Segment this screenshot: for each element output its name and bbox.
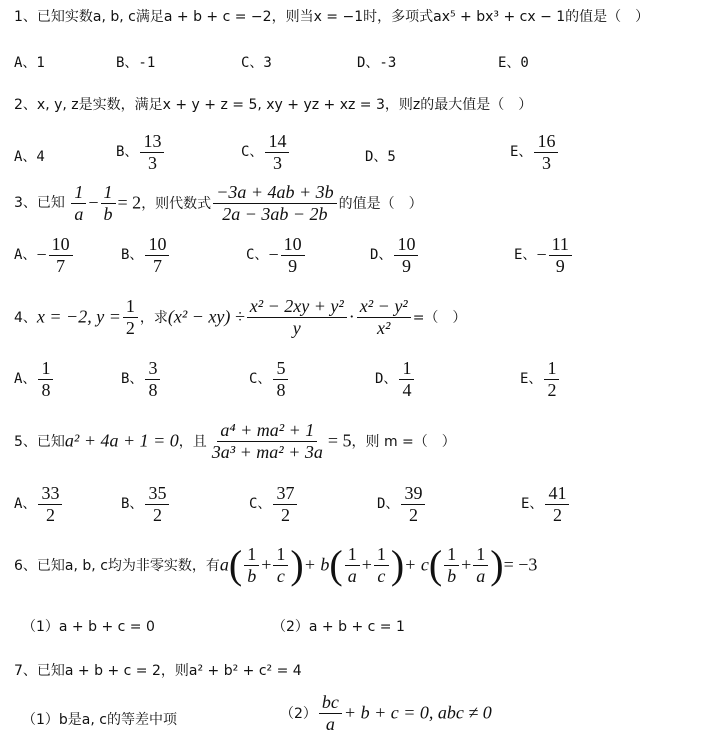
q5-option-e-label: E、 (521, 496, 544, 513)
q7-condition-2-den: a (325, 713, 335, 734)
q3-minus: − (88, 192, 99, 213)
q4-frac2-den: x² (377, 317, 391, 338)
q6-g2-one-b: 1 (374, 544, 389, 566)
q5-option-a-den: 2 (45, 504, 55, 525)
q5-option-b-num: 35 (145, 483, 169, 505)
q3-option-d-label: D、 (370, 247, 393, 264)
q3-option-b-den: 7 (152, 255, 162, 276)
q3-option-c-num: 10 (281, 234, 305, 256)
q6-condition-1-text: （1）a + b + c = 0 (22, 619, 155, 635)
q4-option-d-num: 1 (399, 358, 414, 380)
q3-intro: 已知 (36, 195, 65, 212)
q7-condition-2-num: bc (319, 692, 342, 714)
q6-equals: = −3 (503, 554, 538, 575)
q3-option-b-num: 10 (145, 234, 169, 256)
q3-frac1-den: a (74, 203, 84, 224)
q7-stem-text: 7、已知a + b + c = 2，则a² + b² + c² = 4 (14, 663, 302, 679)
q4-frac2-num: x² − y² (357, 296, 411, 318)
q1-stem-text: 1、已知实数a, b, c满足a + b + c = −2，则当x = −1时，多项式ax⁵ + bx³ + cx − 1的值是（ ） (14, 9, 650, 25)
q2-option-e-den: 3 (541, 152, 551, 173)
q5-option-e-den: 2 (552, 504, 562, 525)
q4-factor: (x² − xy) ÷ (167, 306, 245, 327)
q4-option-d-den: 4 (402, 379, 412, 400)
q4-option-e[interactable] (520, 358, 561, 400)
q2-option-a-label: A、4 (14, 149, 45, 165)
q6-coef-a: a (219, 554, 229, 575)
q1-option-e[interactable]: E、0 (498, 55, 529, 71)
q4-option-a-num: 1 (38, 358, 53, 380)
q4-option-a-den: 8 (41, 379, 51, 400)
q2-option-b-label: B、 (116, 144, 139, 161)
q6-g3-den-a: a (476, 565, 486, 586)
q4-option-c-num: 5 (273, 358, 288, 380)
q2-option-a[interactable] (14, 146, 45, 166)
q3-option-d-den: 9 (401, 255, 411, 276)
q5-option-b[interactable] (121, 483, 171, 525)
q4-option-b[interactable] (121, 358, 162, 400)
q6-condition-2[interactable] (272, 616, 714, 636)
q7-condition-2[interactable] (280, 692, 714, 734)
q1-option-c[interactable]: C、3 (241, 55, 272, 71)
q3-option-e[interactable] (514, 234, 574, 276)
q2-stem-text: 2、x, y, z是实数，满足x + y + z = 5, xy + yz + xz = 3，则z的最大值是（ ） (14, 97, 533, 113)
q1-stem (14, 6, 714, 26)
q6-g3-plus: + (461, 554, 472, 575)
q3-option-b-label: B、 (121, 247, 144, 264)
q6-g2-plus: + (361, 554, 372, 575)
q3-option-a-den: 7 (56, 255, 66, 276)
q5-condition: a² + 4a + 1 = 0 (64, 430, 179, 451)
q3-expr-den: 2a − 3ab − 2b (222, 203, 328, 224)
q4-stem (14, 296, 714, 338)
q4-number: 4、 (14, 310, 37, 327)
q4-option-c[interactable] (249, 358, 290, 400)
q2-option-c-label: C、 (241, 144, 264, 161)
q6-g1-den-b: b (247, 565, 257, 586)
q5-option-c[interactable] (249, 483, 299, 525)
q6-condition-2-text: （2）a + b + c = 1 (272, 619, 405, 635)
q3-stem (14, 182, 714, 224)
q5-tail: ，则 m =（ ） (351, 434, 456, 451)
q3-option-d[interactable] (370, 234, 420, 276)
q3-option-b[interactable] (121, 234, 171, 276)
q3-option-a-num: 10 (49, 234, 73, 256)
q5-equals: = 5 (327, 430, 352, 451)
q4-frac1-den: y (292, 317, 301, 338)
q6-g1-one-a: 1 (244, 544, 259, 566)
q6-g3-den-b: b (447, 565, 457, 586)
q6-stem: 6、已知a, b, c均为非零实数，有a( $\frac{1}{b}$ + $\frac{1}{c}$ )+ b( $\frac{1}{a}$ + $\frac{1}{c}$ )+ c( $\frac{1}{b}$ + $\frac{1}{a}$ )= −3 (14, 542, 538, 588)
q5-number: 5、 (14, 434, 37, 451)
q4-option-c-label: C、 (249, 371, 272, 388)
q1-option-d[interactable]: D、-3 (357, 55, 397, 71)
q3-option-e-sign: − (536, 244, 547, 265)
q6-intro: 已知a, b, c均为非零实数，有 (36, 558, 220, 575)
q2-option-e-label: E、 (510, 144, 533, 161)
q6-g2-den-c: c (377, 565, 386, 586)
q4-option-a[interactable] (14, 358, 55, 400)
q1-option-b[interactable]: B、-1 (116, 55, 156, 71)
q2-option-c-num: 14 (265, 131, 289, 153)
q6-g1-one-b: 1 (273, 544, 288, 566)
q2-option-e-num: 16 (534, 131, 558, 153)
q4-half-den: 2 (125, 317, 135, 338)
q3-option-e-label: E、 (514, 247, 537, 264)
q2-option-b-den: 3 (147, 152, 157, 173)
q2-option-b[interactable] (116, 131, 166, 173)
q5-and: ，且 (178, 434, 207, 451)
q3-option-c[interactable] (246, 234, 307, 276)
q4-option-b-num: 3 (145, 358, 160, 380)
q7-condition-1-text: （1）b是a, c的等差中项 (22, 712, 177, 728)
q3-option-a-label: A、 (14, 247, 37, 264)
q5-option-e[interactable] (521, 483, 571, 525)
q3-option-d-num: 10 (394, 234, 418, 256)
q3-option-a[interactable] (14, 234, 75, 276)
q3-frac1-num: 1 (71, 182, 86, 204)
q4-lead: x = −2, y = (36, 306, 121, 327)
q6-g2-one-a: 1 (345, 544, 360, 566)
q3-frac2-num: 1 (101, 182, 116, 204)
q2-stem (14, 94, 714, 114)
q2-option-b-num: 13 (140, 131, 164, 153)
q4-option-e-label: E、 (520, 371, 543, 388)
q6-g1-plus: + (261, 554, 272, 575)
q5-option-c-den: 2 (280, 504, 290, 525)
q5-option-c-num: 37 (273, 483, 297, 505)
q2-option-c-den: 3 (272, 152, 282, 173)
q6-coef-b: + b (303, 554, 330, 575)
q3-frac2-den: b (103, 203, 113, 224)
q5-option-a-num: 33 (38, 483, 62, 505)
q4-option-b-label: B、 (121, 371, 144, 388)
q4-tail: =（ ） (412, 310, 467, 327)
q3-option-c-sign: − (268, 244, 279, 265)
q5-option-b-den: 2 (152, 504, 162, 525)
q3-expr-num: −3a + 4ab + 3b (213, 182, 336, 204)
q6-number: 6、 (14, 558, 37, 575)
q5-option-a-label: A、 (14, 496, 37, 513)
q5-option-c-label: C、 (249, 496, 272, 513)
q5-option-d-den: 2 (408, 504, 418, 525)
q4-frac1-num: x² − 2xy + y² (247, 296, 347, 318)
q3-option-e-den: 9 (555, 255, 565, 276)
q3-option-e-num: 11 (549, 234, 572, 256)
q2-option-d[interactable] (365, 146, 396, 166)
q6-g1-den-c: c (276, 565, 285, 586)
q4-dot: · (348, 306, 355, 327)
q5-option-e-num: 41 (545, 483, 569, 505)
q2-option-e[interactable] (510, 131, 560, 173)
q5-option-d-num: 39 (401, 483, 425, 505)
q4-option-d-label: D、 (375, 371, 398, 388)
q1-option-a[interactable]: A、1 (14, 55, 45, 71)
q5-option-d-label: D、 (377, 496, 400, 513)
q4-option-e-den: 2 (547, 379, 557, 400)
q3-option-c-label: C、 (246, 247, 269, 264)
q3-option-c-den: 9 (288, 255, 298, 276)
q6-coef-c: + c (404, 554, 429, 575)
q2-option-d-label: D、5 (365, 149, 396, 165)
q5-intro: 已知 (36, 434, 65, 451)
q2-option-c[interactable] (241, 131, 291, 173)
q4-option-c-den: 8 (276, 379, 286, 400)
q4-half-num: 1 (123, 296, 138, 318)
q5-frac-den: 3a³ + ma² + 3a (211, 441, 323, 462)
q6-g2-den-a: a (347, 565, 357, 586)
q7-condition-2-rest: + b + c = 0, abc ≠ 0 (343, 702, 492, 723)
q7-stem (14, 660, 714, 680)
q4-ask: ，求 (139, 310, 168, 327)
q5-option-b-label: B、 (121, 496, 144, 513)
q3-number: 3、 (14, 195, 37, 212)
q3-equals: = 2 (117, 192, 142, 213)
q3-mid-text: ，则代数式 (141, 196, 212, 213)
q4-option-d[interactable] (375, 358, 416, 400)
q4-option-e-num: 1 (544, 358, 559, 380)
q3-tail: 的值是（ ） (338, 196, 423, 213)
q5-frac-num: a⁴ + ma² + 1 (217, 420, 317, 442)
q6-g3-one-b: 1 (473, 544, 488, 566)
q4-option-b-den: 8 (148, 379, 158, 400)
q6-g3-one-a: 1 (444, 544, 459, 566)
q5-stem (14, 420, 714, 462)
q3-option-a-sign: − (36, 244, 47, 265)
q7-condition-2-label: （2） (280, 706, 317, 723)
q5-option-d[interactable] (377, 483, 427, 525)
q4-option-a-label: A、 (14, 371, 37, 388)
q5-option-a[interactable] (14, 483, 64, 525)
